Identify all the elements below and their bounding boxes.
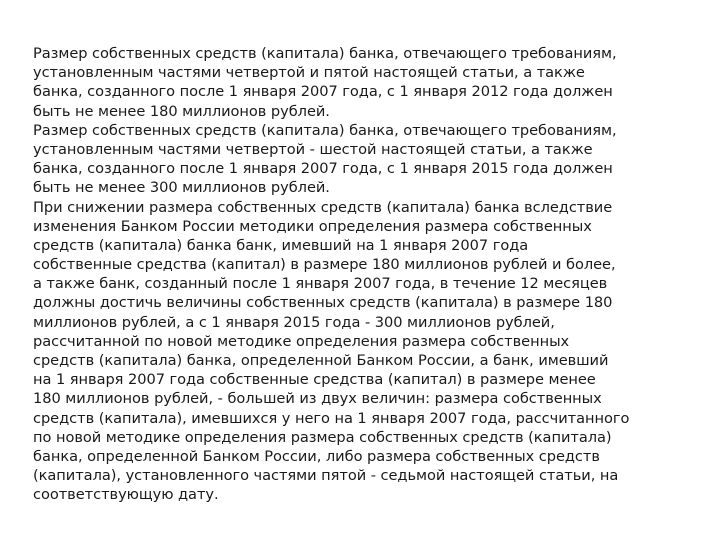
text-line: Размер собственных средств (капитала) банка, отвечающего требованиям,	[33, 45, 617, 62]
text-line: быть не менее 180 миллионов рублей.	[33, 102, 330, 120]
text-line: При снижении размера собственных средств (капитала) банка вследствие	[33, 198, 613, 216]
text-line: банка, определенной Банком России, либо размера собственных средств	[33, 447, 600, 465]
text-line: собственные средства (капитал) в размере 180 миллионов рублей и более,	[33, 256, 616, 274]
text-line: миллионов рублей, а с 1 января 2015 года - 300 миллионов рублей,	[33, 313, 555, 331]
text-line: должны достичь величины собственных средств (капитала) в размере 180	[33, 294, 613, 312]
text-line: установленным частями четвертой и пятой настоящей статьи, а также	[33, 64, 585, 82]
text-line: банка, созданного после 1 января 2007 года, с 1 января 2015 года должен	[33, 160, 613, 178]
paragraph-capital-reduction	[33, 198, 715, 505]
text-line: соответствующую дату.	[33, 486, 219, 504]
text-line: Размер собственных средств (капитала) банка, отвечающего требованиям,	[33, 121, 617, 139]
text-line: рассчитанной по новой методике определения размера собственных	[33, 332, 570, 350]
text-line: банка, созданного после 1 января 2007 года, с 1 января 2012 года должен	[33, 83, 613, 101]
text-line: изменения Банком России методики определения размера собственных	[33, 217, 592, 235]
text-line: по новой методике определения размера собственных средств (капитала)	[33, 428, 612, 446]
text-line: средств (капитала) банка, определенной Банком России, а банк, имевший	[33, 352, 609, 369]
text-line: установленным частями четвертой - шестой настоящей статьи, а также	[33, 140, 593, 158]
text-line: на 1 января 2007 года собственные средства (капитал) в размере менее	[33, 371, 596, 389]
paragraph-capital-2012	[33, 44, 715, 121]
text-line: средств (капитала) банка банк, имевший на 1 января 2007 года	[33, 236, 529, 254]
text-line: 180 миллионов рублей, - большей из двух величин: размера собственных	[33, 390, 602, 408]
text-line: средств (капитала), имевшихся у него на 1 января 2007 года, рассчитанного	[33, 409, 630, 427]
text-line: а также банк, созданный после 1 января 2007 года, в течение 12 месяцев	[33, 275, 608, 293]
paragraph-capital-2015	[33, 121, 715, 198]
text-line: (капитала), установленного частями пятой - седьмой настоящей статьи, на	[33, 467, 619, 485]
document-body	[33, 44, 715, 505]
text-line: быть не менее 300 миллионов рублей.	[33, 179, 330, 197]
